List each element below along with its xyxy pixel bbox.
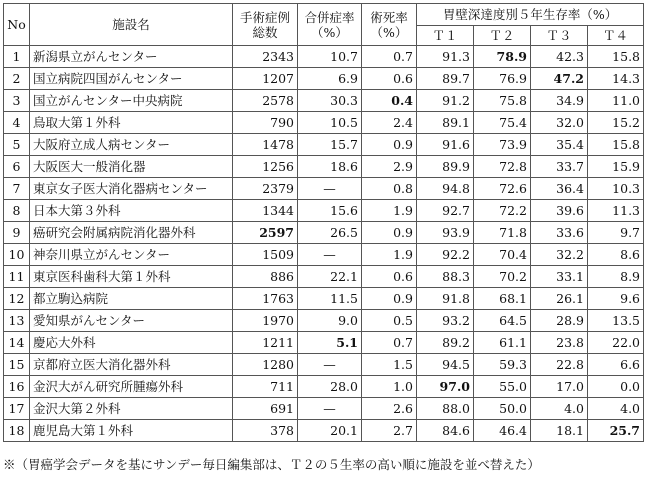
- cell-t1-survival: 91.2: [417, 90, 474, 112]
- cell-cases: 1763: [233, 288, 298, 310]
- header-complication-line2: （%）: [311, 24, 348, 40]
- cell-facility: 都立駒込病院: [30, 288, 233, 310]
- table-row: [4, 354, 644, 376]
- cell-facility: 鹿児島大第１外科: [30, 420, 233, 442]
- cell-no: 3: [4, 90, 30, 112]
- cell-complication-rate: 30.3: [298, 90, 362, 112]
- cell-complication-rate: 6.9: [298, 68, 362, 90]
- cell-t3-survival: 47.2: [531, 68, 588, 90]
- cell-mortality-rate: 0.6: [362, 266, 417, 288]
- cell-no: 13: [4, 310, 30, 332]
- cell-no: 9: [4, 222, 30, 244]
- cell-t1-survival: 93.9: [417, 222, 474, 244]
- cell-no: 17: [4, 398, 30, 420]
- cell-t1-survival: 89.2: [417, 332, 474, 354]
- cell-mortality-rate: 1.9: [362, 200, 417, 222]
- cell-t3-survival: 22.8: [531, 354, 588, 376]
- table-row: [4, 310, 644, 332]
- cell-t2-survival: 72.6: [474, 178, 531, 200]
- cell-t1-survival: 88.0: [417, 398, 474, 420]
- cell-no: 6: [4, 156, 30, 178]
- header-complication-line1: 合併症率: [304, 9, 355, 25]
- header-no: No: [4, 4, 30, 46]
- cell-complication-rate: 22.1: [298, 266, 362, 288]
- cell-t3-survival: 4.0: [531, 398, 588, 420]
- cell-complication-rate: 9.0: [298, 310, 362, 332]
- cell-no: 10: [4, 244, 30, 266]
- cell-complication-rate: 26.5: [298, 222, 362, 244]
- table-row: [4, 200, 644, 222]
- header-complication: [298, 4, 362, 46]
- cell-t3-survival: 28.9: [531, 310, 588, 332]
- cell-t2-survival: 55.0: [474, 376, 531, 398]
- cell-mortality-rate: 2.4: [362, 112, 417, 134]
- cell-t4-survival: 22.0: [588, 332, 644, 354]
- cell-cases: 1509: [233, 244, 298, 266]
- table-row: [4, 46, 644, 68]
- cell-t2-survival: 59.3: [474, 354, 531, 376]
- cell-t4-survival: 9.7: [588, 222, 644, 244]
- cell-cases: 1970: [233, 310, 298, 332]
- cell-complication-rate: 11.5: [298, 288, 362, 310]
- header-t1: Ｔ１: [417, 26, 474, 46]
- cell-facility: 金沢大第２外科: [30, 398, 233, 420]
- table-row: [4, 112, 644, 134]
- cell-mortality-rate: 0.7: [362, 332, 417, 354]
- cell-t4-survival: 8.6: [588, 244, 644, 266]
- header-survival-group: 胃壁深達度別５年生存率（%）: [417, 4, 644, 26]
- cell-cases: 1280: [233, 354, 298, 376]
- cell-facility: 京都府立医大消化器外科: [30, 354, 233, 376]
- header-t2: Ｔ２: [474, 26, 531, 46]
- cell-cases: 1478: [233, 134, 298, 156]
- cell-t3-survival: 33.1: [531, 266, 588, 288]
- cell-complication-rate: —: [298, 354, 362, 376]
- cell-t3-survival: 39.6: [531, 200, 588, 222]
- cell-t4-survival: 9.6: [588, 288, 644, 310]
- cell-t3-survival: 35.4: [531, 134, 588, 156]
- cell-t2-survival: 71.8: [474, 222, 531, 244]
- cell-t2-survival: 68.1: [474, 288, 531, 310]
- table-row: [4, 244, 644, 266]
- cell-mortality-rate: 1.9: [362, 244, 417, 266]
- cell-t2-survival: 76.9: [474, 68, 531, 90]
- cell-t1-survival: 93.2: [417, 310, 474, 332]
- cell-cases: 691: [233, 398, 298, 420]
- cell-t2-survival: 78.9: [474, 46, 531, 68]
- table-row: [4, 68, 644, 90]
- table-row: [4, 288, 644, 310]
- cell-facility: 東京女子医大消化器病センター: [30, 178, 233, 200]
- cell-no: 1: [4, 46, 30, 68]
- cell-t3-survival: 42.3: [531, 46, 588, 68]
- cell-t1-survival: 92.7: [417, 200, 474, 222]
- cell-cases: 790: [233, 112, 298, 134]
- cell-t4-survival: 15.2: [588, 112, 644, 134]
- table-row: [4, 332, 644, 354]
- cell-complication-rate: 10.5: [298, 112, 362, 134]
- cell-t4-survival: 11.3: [588, 200, 644, 222]
- cell-t4-survival: 6.6: [588, 354, 644, 376]
- cell-no: 15: [4, 354, 30, 376]
- cell-facility: 大阪府立成人病センター: [30, 134, 233, 156]
- cell-complication-rate: —: [298, 244, 362, 266]
- cell-no: 16: [4, 376, 30, 398]
- cell-t1-survival: 88.3: [417, 266, 474, 288]
- cell-t3-survival: 17.0: [531, 376, 588, 398]
- header-mortality-line1: 術死率: [370, 9, 408, 25]
- cell-t1-survival: 91.3: [417, 46, 474, 68]
- table-header: [4, 4, 644, 46]
- cell-t4-survival: 4.0: [588, 398, 644, 420]
- cell-complication-rate: 18.6: [298, 156, 362, 178]
- cell-t1-survival: 89.7: [417, 68, 474, 90]
- cell-mortality-rate: 0.5: [362, 310, 417, 332]
- cell-t2-survival: 46.4: [474, 420, 531, 442]
- cell-facility: 癌研究会附属病院消化器外科: [30, 222, 233, 244]
- cell-t2-survival: 72.2: [474, 200, 531, 222]
- cell-cases: 711: [233, 376, 298, 398]
- cell-no: 4: [4, 112, 30, 134]
- cell-t2-survival: 72.8: [474, 156, 531, 178]
- cell-t3-survival: 33.6: [531, 222, 588, 244]
- cell-t3-survival: 32.0: [531, 112, 588, 134]
- cell-t2-survival: 61.1: [474, 332, 531, 354]
- cell-mortality-rate: 2.9: [362, 156, 417, 178]
- cell-t4-survival: 15.8: [588, 134, 644, 156]
- cell-complication-rate: 5.1: [298, 332, 362, 354]
- cell-t1-survival: 91.8: [417, 288, 474, 310]
- cell-t3-survival: 32.2: [531, 244, 588, 266]
- cell-cases: 1256: [233, 156, 298, 178]
- cell-t2-survival: 50.0: [474, 398, 531, 420]
- cell-no: 11: [4, 266, 30, 288]
- table-row: [4, 156, 644, 178]
- cell-t1-survival: 91.6: [417, 134, 474, 156]
- cell-t3-survival: 23.8: [531, 332, 588, 354]
- table-row: [4, 222, 644, 244]
- cell-t4-survival: 15.8: [588, 46, 644, 68]
- cell-facility: 国立がんセンター中央病院: [30, 90, 233, 112]
- header-t4: Ｔ４: [588, 26, 644, 46]
- cell-t3-survival: 34.9: [531, 90, 588, 112]
- hospital-survival-table: [3, 3, 644, 442]
- table-row: [4, 398, 644, 420]
- cell-mortality-rate: 0.7: [362, 46, 417, 68]
- table-row: [4, 420, 644, 442]
- table-body: [4, 46, 644, 442]
- cell-mortality-rate: 0.9: [362, 288, 417, 310]
- header-cases: [233, 4, 298, 46]
- cell-t2-survival: 75.4: [474, 112, 531, 134]
- cell-cases: 2379: [233, 178, 298, 200]
- cell-facility: 大阪医大一般消化器: [30, 156, 233, 178]
- footnote: ※（胃癌学会データを基にサンデー毎日編集部は、Ｔ２の５生率の高い順に施設を並べ替えた）: [3, 457, 540, 472]
- cell-t2-survival: 64.5: [474, 310, 531, 332]
- cell-mortality-rate: 0.4: [362, 90, 417, 112]
- cell-t4-survival: 0.0: [588, 376, 644, 398]
- cell-no: 8: [4, 200, 30, 222]
- cell-cases: 2343: [233, 46, 298, 68]
- table-row: [4, 376, 644, 398]
- cell-cases: 2578: [233, 90, 298, 112]
- cell-t4-survival: 14.3: [588, 68, 644, 90]
- cell-mortality-rate: 0.8: [362, 178, 417, 200]
- cell-t4-survival: 15.9: [588, 156, 644, 178]
- cell-t4-survival: 25.7: [588, 420, 644, 442]
- cell-facility: 国立病院四国がんセンター: [30, 68, 233, 90]
- cell-facility: 東京医科歯科大第１外科: [30, 266, 233, 288]
- cell-mortality-rate: 1.0: [362, 376, 417, 398]
- cell-t2-survival: 70.4: [474, 244, 531, 266]
- cell-t4-survival: 11.0: [588, 90, 644, 112]
- header-t3: Ｔ３: [531, 26, 588, 46]
- cell-complication-rate: 28.0: [298, 376, 362, 398]
- cell-t3-survival: 26.1: [531, 288, 588, 310]
- cell-cases: 1344: [233, 200, 298, 222]
- cell-no: 2: [4, 68, 30, 90]
- cell-facility: 愛知県がんセンター: [30, 310, 233, 332]
- cell-facility: 神奈川県立がんセンター: [30, 244, 233, 266]
- cell-t3-survival: 18.1: [531, 420, 588, 442]
- cell-t4-survival: 8.9: [588, 266, 644, 288]
- cell-cases: 886: [233, 266, 298, 288]
- header-mortality: [362, 4, 417, 46]
- table-row: [4, 178, 644, 200]
- cell-mortality-rate: 2.6: [362, 398, 417, 420]
- cell-facility: 鳥取大第１外科: [30, 112, 233, 134]
- cell-cases: 378: [233, 420, 298, 442]
- table-row: [4, 134, 644, 156]
- cell-complication-rate: 20.1: [298, 420, 362, 442]
- cell-no: 5: [4, 134, 30, 156]
- cell-mortality-rate: 0.9: [362, 222, 417, 244]
- cell-facility: 新潟県立がんセンター: [30, 46, 233, 68]
- header-mortality-line2: （%）: [370, 24, 408, 40]
- cell-cases: 2597: [233, 222, 298, 244]
- cell-complication-rate: —: [298, 178, 362, 200]
- cell-t4-survival: 10.3: [588, 178, 644, 200]
- cell-t3-survival: 33.7: [531, 156, 588, 178]
- table-row: [4, 266, 644, 288]
- table-row: [4, 90, 644, 112]
- cell-t1-survival: 84.6: [417, 420, 474, 442]
- header-cases-line2: 総数: [252, 24, 278, 40]
- header-cases-line1: 手術症例: [239, 9, 290, 25]
- cell-cases: 1207: [233, 68, 298, 90]
- cell-mortality-rate: 1.5: [362, 354, 417, 376]
- cell-t1-survival: 94.8: [417, 178, 474, 200]
- cell-t1-survival: 92.2: [417, 244, 474, 266]
- cell-t2-survival: 70.2: [474, 266, 531, 288]
- cell-no: 14: [4, 332, 30, 354]
- cell-cases: 1211: [233, 332, 298, 354]
- cell-mortality-rate: 2.7: [362, 420, 417, 442]
- cell-mortality-rate: 0.9: [362, 134, 417, 156]
- cell-t3-survival: 36.4: [531, 178, 588, 200]
- cell-t2-survival: 73.9: [474, 134, 531, 156]
- cell-facility: 慶応大外科: [30, 332, 233, 354]
- cell-complication-rate: 15.6: [298, 200, 362, 222]
- cell-complication-rate: 10.7: [298, 46, 362, 68]
- cell-t1-survival: 97.0: [417, 376, 474, 398]
- header-facility: 施設名: [30, 4, 233, 46]
- cell-no: 18: [4, 420, 30, 442]
- cell-t4-survival: 13.5: [588, 310, 644, 332]
- cell-no: 7: [4, 178, 30, 200]
- cell-facility: 日本大第３外科: [30, 200, 233, 222]
- cell-complication-rate: —: [298, 398, 362, 420]
- cell-t1-survival: 89.1: [417, 112, 474, 134]
- cell-no: 12: [4, 288, 30, 310]
- cell-t1-survival: 89.9: [417, 156, 474, 178]
- cell-complication-rate: 15.7: [298, 134, 362, 156]
- cell-facility: 金沢大がん研究所腫瘍外科: [30, 376, 233, 398]
- cell-t1-survival: 94.5: [417, 354, 474, 376]
- cell-mortality-rate: 0.6: [362, 68, 417, 90]
- cell-t2-survival: 75.8: [474, 90, 531, 112]
